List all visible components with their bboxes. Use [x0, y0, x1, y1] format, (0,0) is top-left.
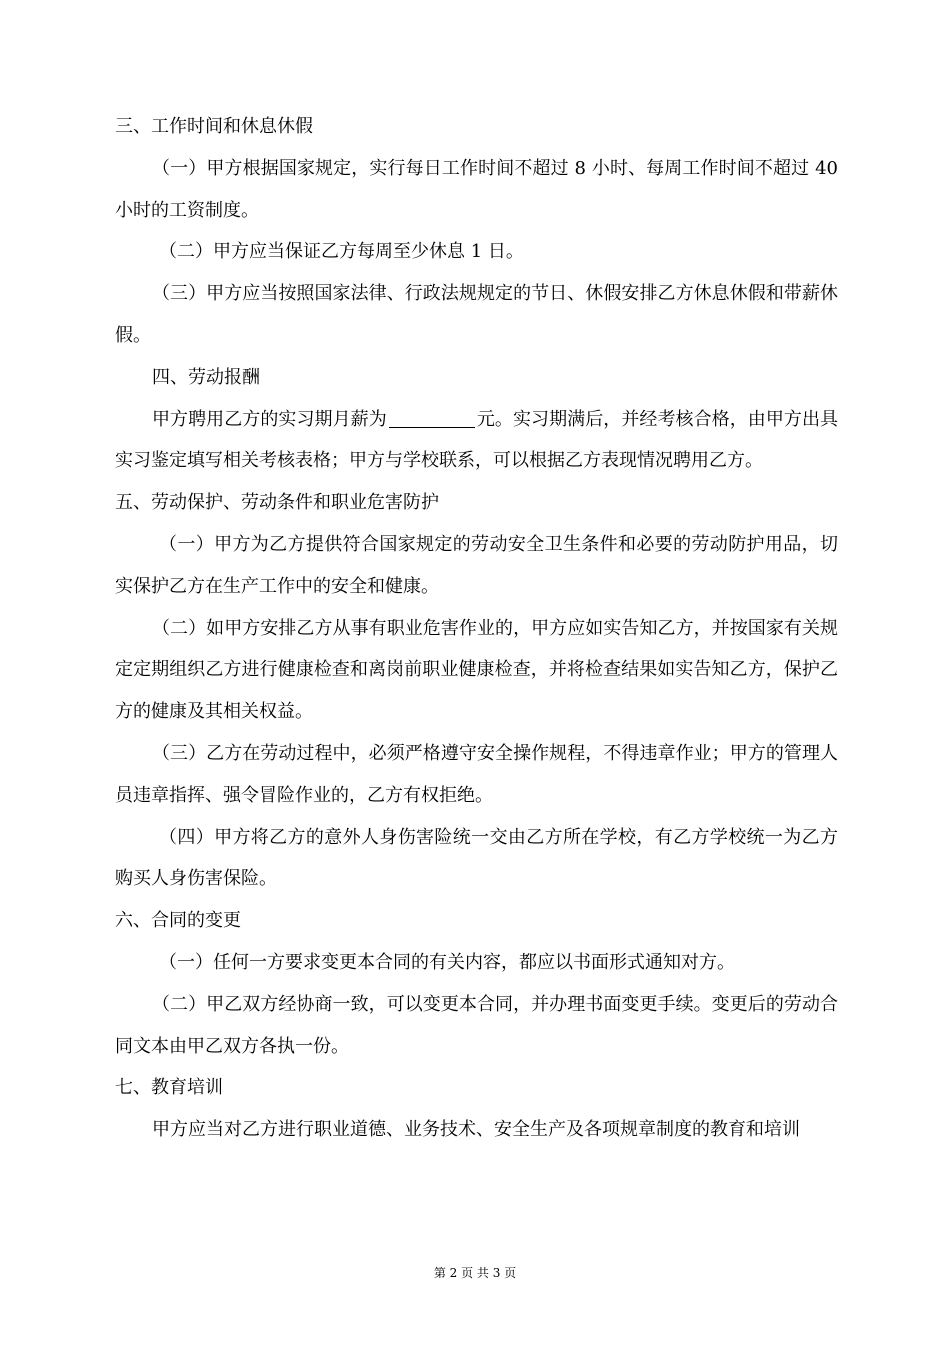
- section-3-paragraph-2: （二）甲方应当保证乙方每周至少休息 1 日。: [159, 241, 524, 263]
- section-6-paragraph-1: （一）任何一方要求变更本合同的有关内容，都应以书面形式通知对方。: [159, 951, 735, 973]
- salary-blank-line: [389, 409, 475, 428]
- contract-body: [115, 106, 838, 1151]
- section-5-heading: 五、劳动保护、劳动条件和职业危害防护: [115, 492, 439, 514]
- salary-text-after: 元。实习期满后，并经考核合格，由甲方出具实习鉴定填写相关考核表格；甲方与学校联系，可以根据乙方表现情况聘用乙方。: [115, 408, 839, 472]
- section-4-heading: 四、劳动报酬: [152, 366, 260, 388]
- page-number-footer: 第 2 页 共 3 页: [433, 1266, 517, 1280]
- section-5-paragraph-1: （一）甲方为乙方提供符合国家规定的劳动安全卫生条件和必要的劳动防护用品，切实保护乙方在生产工作中的安全和健康。: [115, 533, 838, 597]
- section-5-paragraph-2: （二）如甲方安排乙方从事有职业危害作业的，甲方应如实告知乙方，并按国家有关规定定期组织乙方进行健康检查和离岗前职业健康检查，并将检查结果如实告知乙方，保护乙方的健康及其相关权益。: [115, 617, 838, 723]
- section-5-paragraph-4: （四）甲方将乙方的意外人身伤害险统一交由乙方所在学校，有乙方学校统一为乙方购买人身伤害保险。: [115, 826, 838, 890]
- section-6-heading: 六、合同的变更: [115, 910, 241, 932]
- section-4-paragraph-1: [115, 399, 838, 483]
- salary-text-before: 甲方聘用乙方的实习期月薪为: [152, 408, 387, 430]
- section-7-paragraph-1: 甲方应当对乙方进行职业道德、业务技术、安全生产及各项规章制度的教育和培训: [152, 1119, 800, 1141]
- section-3-paragraph-3: （三）甲方应当按照国家法律、行政法规规定的节日、休假安排乙方休息休假和带薪休假。: [115, 283, 838, 346]
- section-7-heading: 七、教育培训: [115, 1077, 223, 1099]
- section-3-paragraph-1: （一）甲方根据国家规定，实行每日工作时间不超过 8 小时、每周工作时间不超过 40 小时的工资制度。: [115, 157, 838, 221]
- section-6-paragraph-2: （二）甲乙双方经协商一致，可以变更本合同，并办理书面变更手续。变更后的劳动合同文本由甲乙双方各执一份。: [115, 993, 838, 1057]
- section-5-paragraph-3: （三）乙方在劳动过程中，必须严格遵守安全操作规程，不得违章作业；甲方的管理人员违章指挥、强令冒险作业的，乙方有权拒绝。: [115, 742, 838, 806]
- section-3-heading: 三、工作时间和休息休假: [115, 116, 313, 137]
